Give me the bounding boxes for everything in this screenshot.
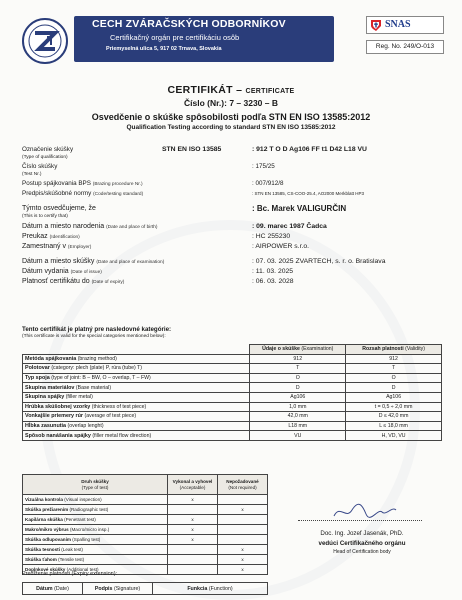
validity-row-test: O: [250, 373, 346, 383]
tests-row-label-en: (Spalling test): [72, 537, 101, 542]
extension-header-date-sk: Dátum: [36, 585, 53, 592]
designation-standard: STN EN ISO 13585: [162, 146, 222, 153]
validity-row: [23, 412, 442, 422]
expiry-label-group: [22, 278, 124, 285]
expiry-label-en: (Date of expiry): [91, 280, 125, 285]
tests-row: [23, 535, 268, 545]
validity-row-label-en: (average of test piece): [84, 413, 137, 420]
validity-row-range: L ≤ 18,0 mm: [346, 421, 442, 431]
procedure-label-en: (Brazing procedure Nr.): [92, 182, 143, 187]
validity-row: [23, 364, 442, 374]
employer-label-group: [22, 243, 91, 250]
tests-row-done: [168, 545, 218, 555]
test-nr-label-en: (Test Nr.): [22, 172, 42, 177]
id-label-en: (Identification): [49, 235, 80, 240]
issue-value: : 11. 03. 2025: [252, 268, 294, 275]
validity-row-range: O: [346, 373, 442, 383]
validity-row-label-sk: Hĺbka zasunutia: [25, 423, 67, 430]
qualification-title-en: Qualification Testing according to standard STN EN ISO 13585:2012: [126, 124, 336, 131]
validity-row-label: [23, 421, 250, 431]
validity-row: [23, 373, 442, 383]
snas-label: SNAS: [385, 19, 411, 30]
validity-row-test: 1,0 mm: [250, 402, 346, 412]
validity-row-test: L18 mm: [250, 421, 346, 431]
validity-row-test: 42,0 mm: [250, 412, 346, 422]
info-row-standards: [22, 190, 442, 200]
validity-row: [23, 421, 442, 431]
tests-header-done: [168, 475, 218, 495]
extension-header-function-en: (Function): [208, 585, 233, 592]
tests-row: [23, 545, 268, 555]
validity-row-range: D: [346, 383, 442, 393]
validity-row-range: Ag106: [346, 392, 442, 402]
organization-logo-icon: [22, 18, 68, 64]
validity-header-test-sk: Údaje o skúške: [262, 346, 300, 353]
certificate-title-en: CERTIFICATE: [245, 88, 295, 95]
tests-header-na-sk: Nepožadované: [226, 478, 259, 484]
tests-header-type: [23, 475, 168, 495]
info-row-issue: [22, 268, 442, 278]
tests-row-label: [23, 505, 168, 515]
slovak-flag-icon: [371, 20, 381, 31]
signatory-role: vedúci Certifikačného orgánu: [318, 540, 406, 547]
extension-header-signature-sk: Podpis: [94, 585, 113, 592]
info-row-exam: [22, 258, 442, 268]
tests-header-done-en: (Acceptable): [179, 484, 206, 490]
expiry-label: Platnosť certifikátu do: [22, 278, 90, 285]
issue-label: Dátum vydania: [22, 268, 69, 275]
extension-header-signature-en: (Signature): [113, 585, 141, 592]
exam-label-en: (Date and place of examination): [96, 260, 165, 265]
validity-row: [23, 431, 442, 441]
designation-label-en: (Type of qualification): [22, 155, 68, 160]
designation-value: : 912 T O D Ag106 FF t1 D42 L18 VU: [252, 146, 367, 153]
organization-name: CECH ZVÁRAČSKÝCH ODBORNÍKOV: [92, 18, 286, 30]
validity-row-label-sk: Hrúbka skúšobnej vzorky: [25, 403, 91, 410]
birth-value: : 09. marec 1987 Čadca: [252, 223, 327, 230]
info-row-birth: [22, 223, 442, 233]
validity-row-label-en: (overlap lenght): [67, 423, 104, 430]
signatory-name: Doc. Ing. Jozef Jasenák, PhD.: [320, 530, 404, 537]
tests-row-label-en: (Visual inspection): [64, 497, 102, 502]
tests-row-done: x: [168, 535, 218, 545]
validity-header-blank: [23, 345, 250, 355]
id-label-group: [22, 233, 80, 240]
organization-address: Priemyselná ulica 5, 917 02 Trnava, Slovakia: [106, 46, 222, 52]
validity-table: [22, 344, 442, 441]
validity-row-range: 912: [346, 354, 442, 364]
issue-label-en: (Date of issue): [70, 270, 102, 275]
expiry-value: : 06. 03. 2028: [252, 278, 294, 285]
tests-row: [23, 525, 268, 535]
extension-header-function-sk: Funkcia: [187, 585, 208, 592]
tests-row-label-en: (Radiographic test): [69, 507, 109, 512]
tests-row-label-sk: Kapilárna skúška: [25, 517, 63, 522]
standards-label-en: (Code/testing standard): [93, 192, 144, 197]
tests-row-done: [168, 555, 218, 565]
tests-row-done: x: [168, 495, 218, 505]
validity-header-range-en: (Validity): [405, 346, 425, 353]
extension-header-signature: [83, 583, 153, 595]
id-value: : HC 255230: [252, 233, 291, 240]
validity-row-label-en: (filler metal): [65, 394, 93, 401]
validity-row-range: t = 0,5 ÷ 2,0 mm: [346, 402, 442, 412]
procedure-label-group: [22, 180, 143, 187]
info-row-procedure: [22, 180, 442, 190]
employer-label-en: (Employer): [67, 245, 92, 250]
snas-accreditation-badge: [366, 16, 444, 34]
tests-table-header: [23, 475, 268, 495]
tests-row-na: [218, 535, 268, 545]
certificate-number: Číslo (Nr.): 7 – 3230 – B: [183, 98, 278, 108]
tests-row-done: [168, 505, 218, 515]
tests-row-label-en: (Macro/micro insp.): [69, 527, 110, 532]
certify-label-en: (This is to certify that): [22, 214, 68, 219]
validity-row-label-en: (category: plech (plate) P, rúra (tube) T): [51, 365, 142, 372]
procedure-value: : 007/912/8: [252, 180, 284, 187]
validity-table-header: [23, 345, 442, 355]
tests-table: [22, 474, 268, 575]
standards-label: Predpis/skúšobné normy: [22, 190, 92, 197]
validity-row-label: [23, 364, 250, 374]
tests-row-label-en: (Tensile test): [58, 557, 85, 562]
validity-row-test: VU: [250, 431, 346, 441]
designation-label: Označenie skúšky: [22, 146, 74, 153]
validity-row-range: T: [346, 364, 442, 374]
certificate-title-sk: CERTIFIKÁT –: [167, 84, 243, 96]
qualification-title-sk: Osvedčenie o skúške spôsobilosti podľa STN EN ISO 13585:2012: [91, 112, 371, 122]
tests-row-done: [168, 565, 218, 575]
tests-header-done-sk: Vykonal a vyhovel: [172, 478, 213, 484]
extension-table-header: [23, 583, 268, 595]
validity-row-range: H, VD, VU: [346, 431, 442, 441]
tests-row-label: [23, 515, 168, 525]
tests-row-label: [23, 545, 168, 555]
tests-row-na: x: [218, 505, 268, 515]
extension-header-function: [153, 583, 268, 595]
tests-row-na: x: [218, 545, 268, 555]
extension-header-date-en: (Date): [54, 585, 69, 592]
validity-row-label: [23, 402, 250, 412]
validity-row-label-sk: Skupina materiálov: [25, 384, 75, 391]
tests-row-label-sk: Doplnkové skúšky: [25, 567, 66, 572]
tests-row-label-sk: Makro/mikro výbrus: [25, 527, 69, 532]
tests-row-label: [23, 495, 168, 505]
tests-header-type-sk: Druh skúšky: [81, 478, 109, 484]
validity-row-label-sk: Typ spoja: [25, 375, 50, 382]
tests-header-type-en: (Type of test): [81, 484, 109, 490]
signatory-role-en: Head of Certification body: [333, 549, 391, 555]
certificate-title: [0, 84, 462, 96]
tests-row-label: [23, 535, 168, 545]
tests-row: [23, 555, 268, 565]
tests-row: [23, 515, 268, 525]
handwritten-signature-icon: [330, 500, 400, 522]
tests-row-done: x: [168, 525, 218, 535]
validity-row-label-sk: Skupina spájky: [25, 394, 65, 401]
tests-row-na: [218, 515, 268, 525]
tests-row-na: x: [218, 565, 268, 575]
tests-row-done: x: [168, 515, 218, 525]
validity-row-test: Ag106: [250, 392, 346, 402]
procedure-label: Postup spájkovania BPS: [22, 180, 91, 187]
id-label: Preukaz: [22, 233, 48, 240]
validity-header-test-en: (Examination): [301, 346, 334, 353]
validity-row-label: [23, 392, 250, 402]
validity-row: [23, 383, 442, 393]
tests-header-na-en: (Not required): [228, 484, 257, 490]
extension-note: Predĺženie platnosti (Expiry extension):: [22, 571, 118, 577]
tests-row-label-en: (Leak test): [61, 547, 83, 552]
birth-label-en: (Date and place of birth): [106, 225, 158, 230]
birth-label: Dátum a miesto narodenia: [22, 223, 105, 230]
tests-row-label-sk: Skúška odlupovaním: [25, 537, 71, 542]
validity-row-test: D: [250, 383, 346, 393]
tests-row-label-en: (Penetrant test): [64, 517, 96, 522]
validity-row-label: [23, 354, 250, 364]
extension-table: [22, 582, 268, 595]
exam-value: : 07. 03. 2025 ZVARTECH, s. r. o. Bratislava: [252, 258, 386, 265]
validity-row: [23, 354, 442, 364]
standards-value: : STN EN 13585, CS-COO-25.4, AO2000 Merkblatt HP3: [252, 191, 365, 196]
validity-row-label-en: (Base material): [75, 384, 112, 391]
info-row-certify: [22, 205, 442, 214]
certificate-info: [22, 146, 442, 288]
validity-row-label: [23, 373, 250, 383]
tests-row-label-sk: Vizuálna kontrola: [25, 497, 63, 502]
validity-row-range: D ≤ 42,0 mm: [346, 412, 442, 422]
validity-row-label-en: (filler metal flow direction): [92, 432, 152, 439]
tests-row-label-sk: Skúška ťahom: [25, 557, 57, 562]
validity-note: Tento certifikát je platný pre nasledovné kategórie:: [22, 326, 172, 333]
validity-row: [23, 392, 442, 402]
tests-row-label: [23, 555, 168, 565]
test-nr-value: : 175/25: [252, 163, 275, 170]
test-nr-label: Číslo skúšky: [22, 163, 58, 170]
holder-name: : Bc. Marek VALIGURČIN: [252, 204, 347, 213]
tests-row-na: [218, 495, 268, 505]
employer-label: Zamestnaný v: [22, 243, 66, 250]
info-row-employer: [22, 243, 442, 253]
tests-row: [23, 505, 268, 515]
standards-label-group: [22, 190, 143, 197]
validity-row-label-en: (brazing method): [77, 355, 117, 362]
validity-row: [23, 402, 442, 412]
tests-row-label: [23, 525, 168, 535]
validity-row-label-en: (thickness of test piece): [91, 403, 147, 410]
validity-note-en: (This certificate is valid for the special categories mentioned below):: [22, 334, 166, 339]
tests-row-na: [218, 525, 268, 535]
info-row-designation: [22, 146, 442, 155]
tests-row: [23, 495, 268, 505]
certify-label: Týmto osvedčujeme, že: [22, 205, 96, 212]
tests-row-label-en: (Additional test): [66, 567, 99, 572]
organization-subtitle: Certifikačný orgán pre certifikáciu osôb: [110, 33, 240, 42]
validity-row-test: T: [250, 364, 346, 374]
info-row-id: [22, 233, 442, 243]
validity-header-range: [346, 345, 442, 355]
validity-row-label-sk: Spôsob nanášania spájky: [25, 432, 91, 439]
validity-row-label: [23, 412, 250, 422]
employer-value: : AIRPOWER s.r.o.: [252, 243, 310, 250]
tests-row-na: x: [218, 555, 268, 565]
signature-line: [298, 520, 422, 521]
validity-header-test: [250, 345, 346, 355]
validity-row-label-sk: Vonkajšie priemery rúr: [25, 413, 84, 420]
validity-row-label-sk: Metóda spájkovania: [25, 355, 77, 362]
validity-header-range-sk: Rozsah platnosti: [362, 346, 404, 353]
exam-label-group: [22, 258, 164, 265]
validity-row-label-sk: Polotovar: [25, 365, 50, 372]
validity-row-label: [23, 383, 250, 393]
validity-row-label: [23, 431, 250, 441]
info-row-expiry: [22, 278, 442, 288]
issue-label-group: [22, 268, 102, 275]
registration-number: Reg. No. 249/O-013: [366, 40, 444, 54]
tests-row-label-sk: Skúška prežiarením: [25, 507, 69, 512]
extension-header-date: [23, 583, 83, 595]
tests-header-na: [218, 475, 268, 495]
birth-label-group: [22, 223, 158, 230]
exam-label: Dátum a miesto skúšky: [22, 258, 95, 265]
validity-row-test: 912: [250, 354, 346, 364]
tests-row-label-sk: Skúška tesnosti: [25, 547, 60, 552]
validity-row-label-en: (type of joint: B – BW, O – overlap, T – FW): [51, 375, 151, 382]
info-row-test-nr: [22, 163, 442, 172]
certificate-header: [14, 4, 450, 66]
